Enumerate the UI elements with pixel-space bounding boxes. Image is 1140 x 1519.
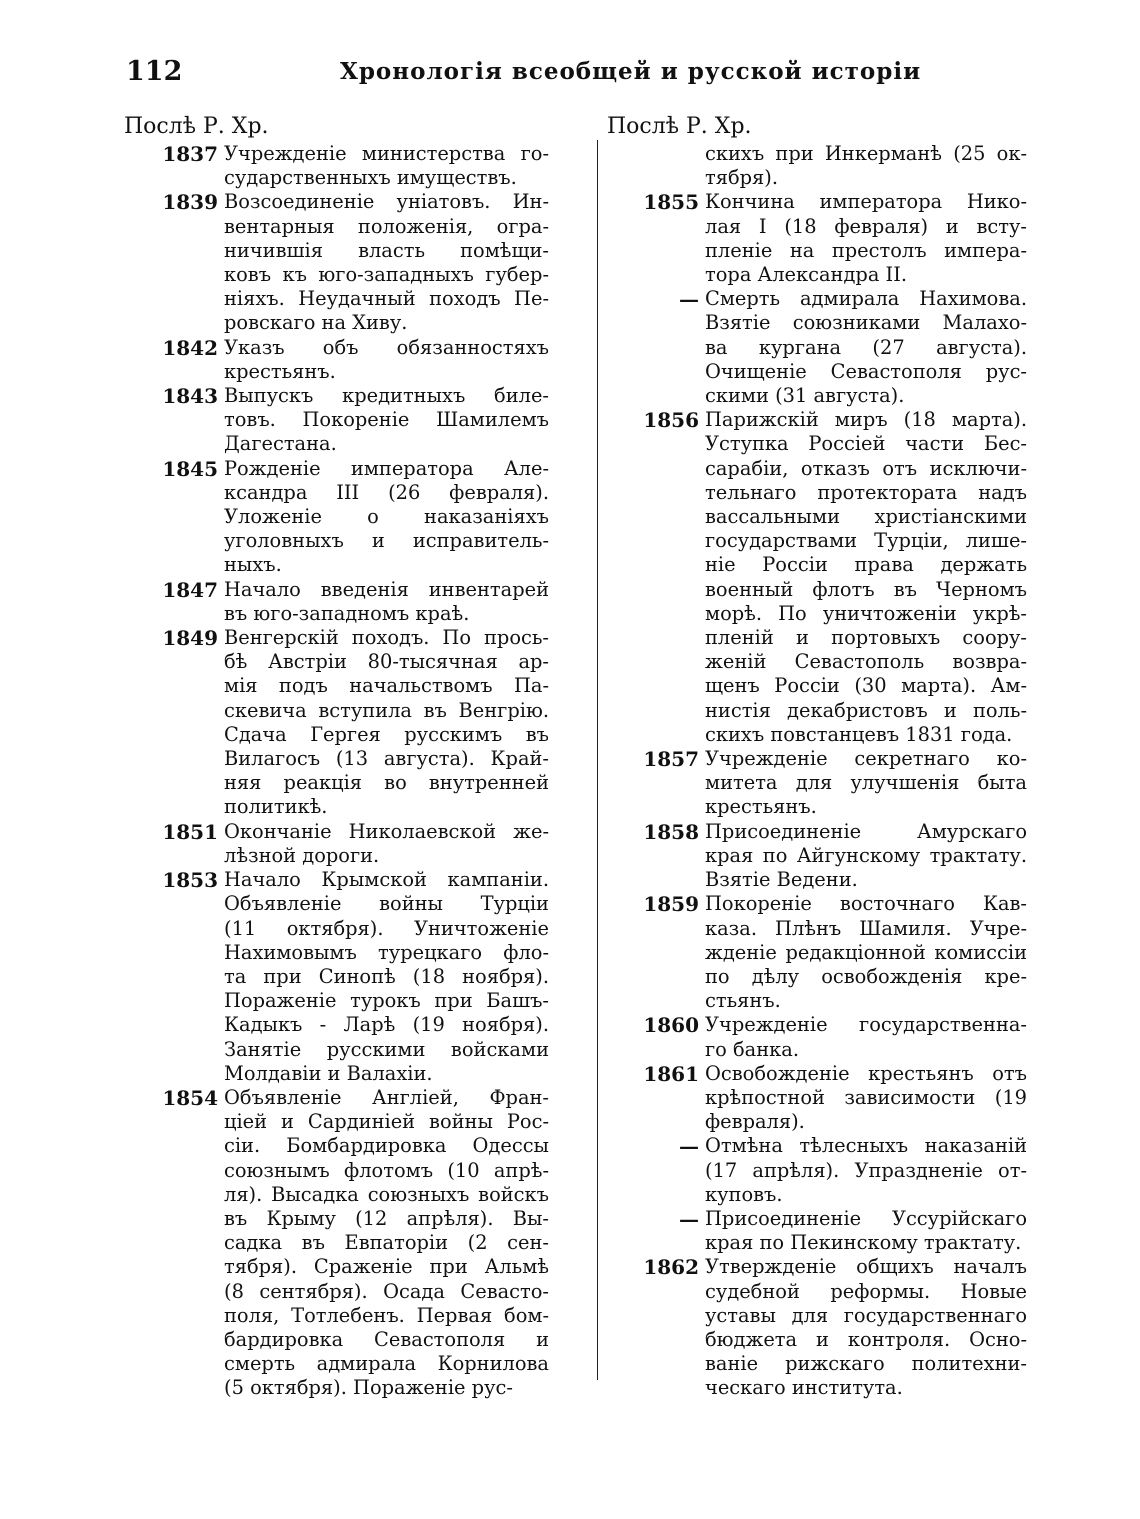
entry-line: бюджета и контроля. Осно- <box>705 1327 1027 1351</box>
entry-year: 1860 <box>643 1013 699 1038</box>
entry-year: 1839 <box>162 190 218 215</box>
entry-line: Учрежденіе секретнаго ко- <box>705 747 1027 771</box>
entry-line: Учрежденіе министерства го- <box>224 142 549 165</box>
entry-text <box>705 408 1027 747</box>
entry-year: 1853 <box>162 868 218 893</box>
entry-line: Отмѣна тѣлесныхъ наказаній <box>705 1134 1027 1158</box>
entry-year: — <box>679 1206 699 1231</box>
chronology-entry <box>607 1255 1075 1400</box>
chronology-entry <box>124 142 592 190</box>
entry-text <box>705 142 1027 190</box>
entry-line: Объявленіе войны Турціи <box>224 892 549 916</box>
chronology-entry <box>124 384 592 457</box>
right-entries <box>607 142 1075 1401</box>
entry-line: няя реакція во внутренней <box>224 771 549 795</box>
entry-line: садка въ Евпаторіи (2 сен- <box>224 1231 549 1255</box>
entry-year: 1851 <box>162 819 218 844</box>
entry-line: поля, Тотлебенъ. Первая бом- <box>224 1303 549 1327</box>
entry-year: 1845 <box>162 456 218 481</box>
entry-line: края по Пекинскому трактату. <box>705 1231 1022 1255</box>
entry-line: въ юго-западномъ краѣ. <box>224 601 470 625</box>
entry-text <box>705 190 1027 287</box>
entry-year: 1855 <box>643 190 699 215</box>
entry-line: Присоединеніе Амурскаго <box>705 819 1027 843</box>
entry-line: смерть адмирала Корнилова <box>224 1352 549 1376</box>
entry-text <box>705 1207 1027 1255</box>
entry-line: скими (31 августа). <box>705 384 905 408</box>
entry-line: края по Айгунскому трактату. <box>705 843 1027 867</box>
entry-text <box>705 287 1027 408</box>
entry-line: ніяхъ. Неудачный походъ Пе- <box>224 287 549 311</box>
entry-line: та при Синопѣ (18 ноября). <box>224 964 549 988</box>
entry-line: куповъ. <box>705 1182 783 1206</box>
entry-text <box>224 384 549 457</box>
entry-line: Утвержденіе общихъ началъ <box>705 1255 1027 1279</box>
entry-text <box>224 868 549 1086</box>
entry-line: Молдавіи и Валахіи. <box>224 1061 433 1085</box>
entry-line: Кончина императора Нико- <box>705 190 1027 214</box>
entry-line: Выпускъ кредитныхъ биле- <box>224 384 549 408</box>
entry-year: 1858 <box>643 819 699 844</box>
entry-line: Возсоединеніе уніатовъ. Ин- <box>224 190 549 214</box>
entry-line: крестьянъ. <box>224 359 336 383</box>
page-header <box>0 56 1140 96</box>
right-column <box>607 112 1075 1401</box>
entry-line: тября). <box>705 166 779 190</box>
entry-line: Взятіе союзниками Малахо- <box>705 311 1027 335</box>
entry-line: Взятіе Ведени. <box>705 868 858 892</box>
chronology-entry <box>124 190 592 335</box>
entry-line: скихъ повстанцевъ 1831 года. <box>705 722 1013 746</box>
entry-line: Парижскій миръ (18 марта). <box>705 408 1027 432</box>
entry-line: Присоединеніе Уссурійскаго <box>705 1206 1027 1230</box>
entry-line: нистія декабристовъ и поль- <box>705 698 1027 722</box>
entry-line: скевича вступила въ Венгрію. <box>224 698 549 722</box>
entry-year: 1847 <box>162 577 218 602</box>
entry-line: ковъ къ юго-западныхъ губер- <box>224 263 549 287</box>
chronology-entry <box>607 1134 1075 1207</box>
entry-line: жденіе редакціонной комиссіи <box>705 940 1027 964</box>
entry-line: Нахимовымъ турецкаго фло- <box>224 940 549 964</box>
column-divider <box>597 140 598 1380</box>
entry-year: 1837 <box>162 142 218 166</box>
entry-text <box>705 747 1027 820</box>
entry-year: — <box>679 1134 699 1159</box>
entry-line: по дѣлу освобожденія кре- <box>705 964 1027 988</box>
entry-year: 1856 <box>643 408 699 433</box>
entry-line: судебной реформы. Новые <box>705 1279 1027 1303</box>
entry-line: сарабіи, отказъ отъ исключи- <box>705 456 1027 480</box>
entry-line: тельнаго протектората надъ <box>705 480 1027 504</box>
entry-text <box>224 820 549 868</box>
entry-line: митета для улучшенія быта <box>705 771 1027 795</box>
entry-text <box>224 190 549 335</box>
entry-text <box>224 142 549 190</box>
chronology-entry <box>124 626 592 820</box>
entry-line: Очищеніе Севастополя рус- <box>705 359 1027 383</box>
entry-line: уголовныхъ и исправитель- <box>224 529 549 553</box>
entry-line: союзнымъ флотомъ (10 апрѣ- <box>224 1158 549 1182</box>
entry-year: 1862 <box>643 1255 699 1280</box>
chronology-entry <box>607 142 1075 190</box>
entry-line: ля). Высадка союзныхъ войскъ <box>224 1182 549 1206</box>
entry-line: щенъ Россіи (30 марта). Ам- <box>705 674 1027 698</box>
entry-line: товъ. Покореніе Шамилемъ <box>224 408 549 432</box>
entry-line: Кадыкъ - Ларѣ (19 ноября). <box>224 1013 549 1037</box>
entry-line: ціей и Сардиніей войны Рос- <box>224 1110 549 1134</box>
entry-line: Окончаніе Николаевской же- <box>224 819 549 843</box>
entry-line: бѣ Австріи 80-тысячная ар- <box>224 650 549 674</box>
entry-line: Покореніе восточнаго Кав- <box>705 892 1027 916</box>
chronology-entry <box>124 820 592 868</box>
chronology-entry <box>607 408 1075 747</box>
entry-year <box>607 142 705 190</box>
entry-line: сіи. Бомбардировка Одессы <box>224 1134 549 1158</box>
entry-line: ческаго института. <box>705 1376 903 1400</box>
entry-text <box>224 1086 549 1401</box>
entry-line: Смерть адмирала Нахимова. <box>705 287 1027 311</box>
entry-text <box>705 1255 1027 1400</box>
left-column <box>124 112 592 1401</box>
entry-year: 1857 <box>643 747 699 772</box>
chronology-entry <box>607 287 1075 408</box>
entry-line: Освобожденіе крестьянъ отъ <box>705 1061 1027 1085</box>
running-title: Хронологія всеобщей и русской исторіи <box>340 58 922 85</box>
chronology-entry <box>607 190 1075 287</box>
entry-year: 1854 <box>162 1085 218 1110</box>
entry-text <box>705 1062 1027 1135</box>
entry-line: ничившія власть помѣщи- <box>224 238 549 262</box>
entry-line: лая I (18 февраля) и всту- <box>705 214 1027 238</box>
chronology-entry <box>124 578 592 626</box>
entry-line: (8 сентября). Осада Севасто- <box>224 1279 549 1303</box>
entry-line: Начало Крымской кампаніи. <box>224 868 549 892</box>
entry-line: Рожденіе императора Але- <box>224 456 549 480</box>
entry-line: тора Александра II. <box>705 263 908 287</box>
entry-line: лѣзной дороги. <box>224 843 380 867</box>
entry-line: бардировка Севастополя и <box>224 1327 549 1351</box>
entry-line: ксандра III (26 февраля). <box>224 480 549 504</box>
right-column-heading: Послѣ Р. Хр. <box>607 114 752 139</box>
entry-year: 1842 <box>162 335 218 360</box>
entry-year: 1859 <box>643 892 699 917</box>
chronology-entry <box>124 1086 592 1401</box>
entry-line: (17 апрѣля). Упраздненіе от- <box>705 1158 1027 1182</box>
entry-line: въ Крыму (12 апрѣля). Вы- <box>224 1206 549 1230</box>
entry-line: го банка. <box>705 1037 799 1061</box>
entry-line: Дагестана. <box>224 432 337 456</box>
chronology-entry <box>607 1207 1075 1255</box>
chronology-entry <box>607 1062 1075 1135</box>
entry-line: Сдача Гергея русскимъ въ <box>224 722 549 746</box>
entry-text <box>705 892 1027 1013</box>
entry-text <box>224 336 549 384</box>
chronology-entry <box>124 457 592 578</box>
entry-line: Пораженіе турокъ при Башъ- <box>224 989 549 1013</box>
entry-line: скихъ при Инкерманѣ (25 ок- <box>705 142 1027 165</box>
entry-line: сударственныхъ имуществъ. <box>224 166 517 190</box>
entry-line: каза. Плѣнъ Шамиля. Учре- <box>705 916 1027 940</box>
entry-line: Указъ объ обязанностяхъ <box>224 335 549 359</box>
entry-line: Венгерскій походъ. По прось- <box>224 626 549 650</box>
entry-line: февраля). <box>705 1110 805 1134</box>
entry-text <box>705 1134 1027 1207</box>
entry-line: (5 октября). Пораженіе рус- <box>224 1376 513 1400</box>
entry-line: Занятіе русскими войсками <box>224 1037 549 1061</box>
entry-line: (11 октября). Уничтоженіе <box>224 916 549 940</box>
entry-line: военный флотъ въ Черномъ <box>705 577 1027 601</box>
entry-line: Уступка Россіей части Бес- <box>705 432 1027 456</box>
entry-line: пленіе на престолъ импера- <box>705 238 1027 262</box>
entry-line: Начало введенія инвентарей <box>224 577 549 601</box>
entry-year: 1843 <box>162 384 218 409</box>
entry-line: крѣпостной зависимости (19 <box>705 1085 1027 1109</box>
entry-line: мія подъ начальствомъ Па- <box>224 674 549 698</box>
entry-line: политикѣ. <box>224 795 328 819</box>
left-column-heading: Послѣ Р. Хр. <box>124 114 269 139</box>
entry-line: стьянъ. <box>705 989 781 1013</box>
entry-line: женій Севастополь возвра- <box>705 650 1027 674</box>
chronology-entry <box>607 820 1075 893</box>
chronology-entry <box>607 747 1075 820</box>
entry-text <box>705 1013 1027 1061</box>
entry-line: ныхъ. <box>224 553 282 577</box>
entry-text <box>224 626 549 820</box>
entry-line: крестьянъ. <box>705 795 817 819</box>
entry-line: ва кургана (27 августа). <box>705 335 1027 359</box>
entry-line: государствами Турціи, лише- <box>705 529 1027 553</box>
entry-year: 1849 <box>162 626 218 651</box>
entry-line: Учрежденіе государственна- <box>705 1013 1027 1037</box>
entry-line: ваніе рижскаго политехни- <box>705 1352 1027 1376</box>
page-number: 112 <box>126 56 183 87</box>
entry-text <box>224 457 549 578</box>
entry-line: уставы для государственнаго <box>705 1303 1027 1327</box>
left-entries <box>124 142 592 1401</box>
entry-line: тября). Сраженіе при Альмѣ <box>224 1255 549 1279</box>
entry-year: — <box>679 287 699 312</box>
entry-year: 1861 <box>643 1061 699 1086</box>
entry-line: ровскаго на Хиву. <box>224 311 408 335</box>
entry-line: вассальными христіанскими <box>705 505 1027 529</box>
entry-line: морѣ. По уничтоженіи укрѣ- <box>705 601 1027 625</box>
chronology-entry <box>607 1013 1075 1061</box>
entry-line: ніе Россіи права держать <box>705 553 1027 577</box>
entry-line: Объявленіе Англіей, Фран- <box>224 1085 549 1109</box>
entry-line: пленій и портовыхъ соору- <box>705 626 1027 650</box>
entry-text <box>705 820 1027 893</box>
entry-line: Уложеніе о наказаніяхъ <box>224 505 549 529</box>
entry-line: вентарныя положенія, огра- <box>224 214 549 238</box>
chronology-entry <box>124 336 592 384</box>
chronology-entry <box>607 892 1075 1013</box>
entry-line: Вилагосъ (13 августа). Край- <box>224 747 549 771</box>
entry-text <box>224 578 549 626</box>
chronology-entry <box>124 868 592 1086</box>
